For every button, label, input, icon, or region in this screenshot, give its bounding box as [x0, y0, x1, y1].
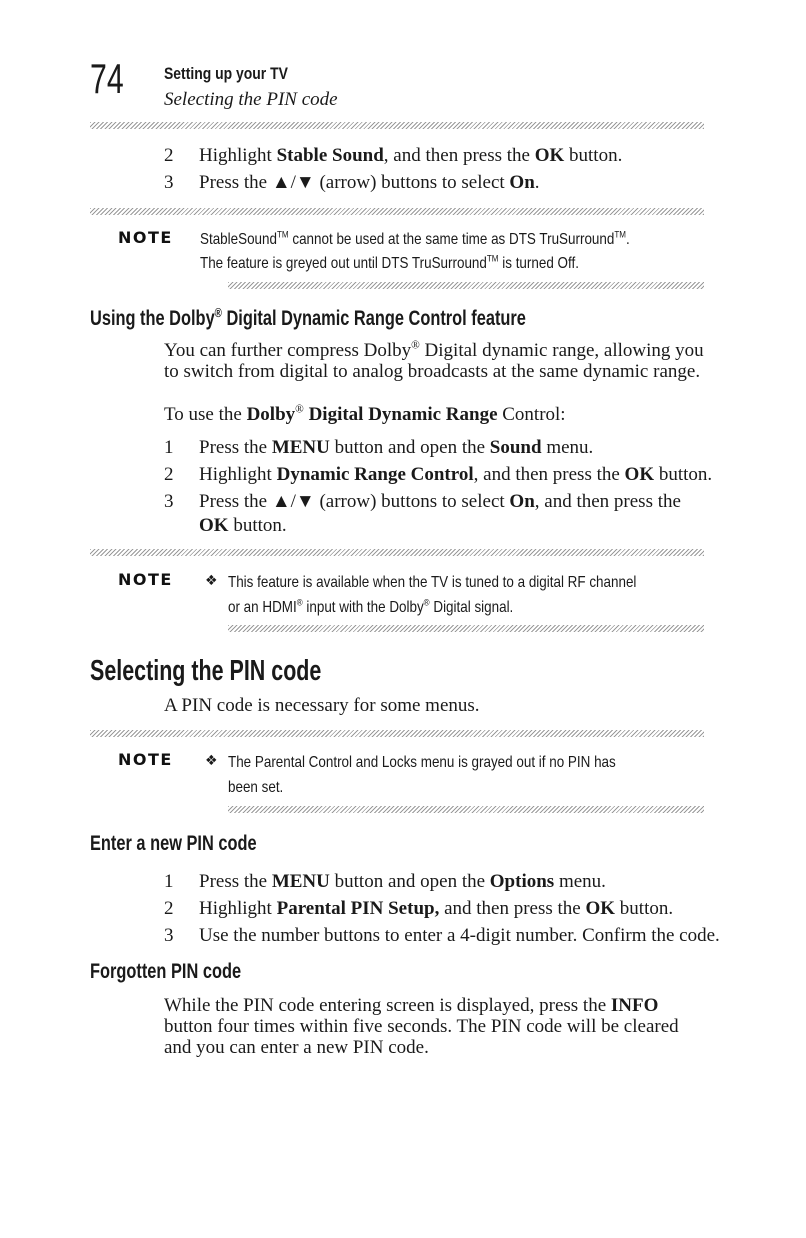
step-text: Press the MENU button and open the Sound menu. — [199, 437, 594, 458]
bullet-diamond-icon: ❖ — [205, 753, 218, 769]
paragraph: You can further compress Dolby® Digital dynamic range, allowing you to switch from digital to analog broadcasts at the same dynamic range. — [164, 339, 704, 382]
step-text: Press the ▲/▼ (arrow) buttons to select On, and then press the OK button. — [199, 491, 681, 536]
note-divider-bottom — [228, 282, 704, 289]
step-text: Highlight Dynamic Range Control, and then press the OK button. — [199, 464, 713, 485]
section-heading: Using the Dolby® Digital Dynamic Range Control feature — [90, 306, 526, 330]
running-header-title: Setting up your TV — [164, 64, 288, 83]
page-number: 74 — [90, 55, 124, 102]
section-heading: Forgotten PIN code — [90, 960, 242, 983]
note-text: The Parental Control and Locks menu is grayed out if no PIN has — [228, 754, 616, 771]
note-divider-top — [90, 730, 704, 737]
step-text: Press the MENU button and open the Options menu. — [199, 871, 606, 892]
note-divider-bottom — [228, 806, 704, 813]
step-text: Highlight Stable Sound, and then press the OK button. — [199, 145, 623, 166]
step-number: 3 — [164, 925, 174, 946]
page-title: Selecting the PIN code — [90, 655, 322, 687]
step-number: 2 — [164, 145, 174, 166]
step-text: Use the number buttons to enter a 4-digit number. Confirm the code. — [199, 925, 720, 946]
note-text: The feature is greyed out until DTS TruSurround™ is turned Off. — [200, 253, 579, 272]
step-number: 3 — [164, 491, 174, 512]
bullet-diamond-icon: ❖ — [205, 573, 218, 589]
note-text: or an HDMI® input with the Dolby® Digital signal. — [228, 597, 514, 616]
step-number: 1 — [164, 437, 174, 458]
note-label: NOTE — [118, 750, 173, 769]
paragraph: To use the Dolby® Digital Dynamic Range Control: — [164, 403, 566, 425]
note-label: NOTE — [118, 570, 173, 589]
paragraph: While the PIN code entering screen is displayed, press the INFO button four times within five seconds. The PIN code will be cleared and you can enter a new PIN code. — [164, 995, 679, 1058]
note-divider-top — [90, 208, 704, 215]
note-divider-bottom — [228, 625, 704, 632]
step-text: Highlight Parental PIN Setup, and then press the OK button. — [199, 898, 674, 919]
step-number: 1 — [164, 871, 174, 892]
step-number: 2 — [164, 898, 174, 919]
note-text: StableSound™ cannot be used at the same time as DTS TruSurround™. — [200, 229, 630, 248]
running-header-subtitle: Selecting the PIN code — [164, 89, 338, 110]
header-divider — [90, 122, 704, 129]
step-text: Press the ▲/▼ (arrow) buttons to select On. — [199, 172, 540, 193]
step-number: 2 — [164, 464, 174, 485]
note-text: been set. — [228, 779, 284, 796]
note-text: This feature is available when the TV is tuned to a digital RF channel — [228, 574, 637, 591]
paragraph: A PIN code is necessary for some menus. — [164, 695, 480, 716]
section-heading: Enter a new PIN code — [90, 832, 257, 855]
note-divider-top — [90, 549, 704, 556]
note-label: NOTE — [118, 228, 173, 247]
step-number: 3 — [164, 172, 174, 193]
